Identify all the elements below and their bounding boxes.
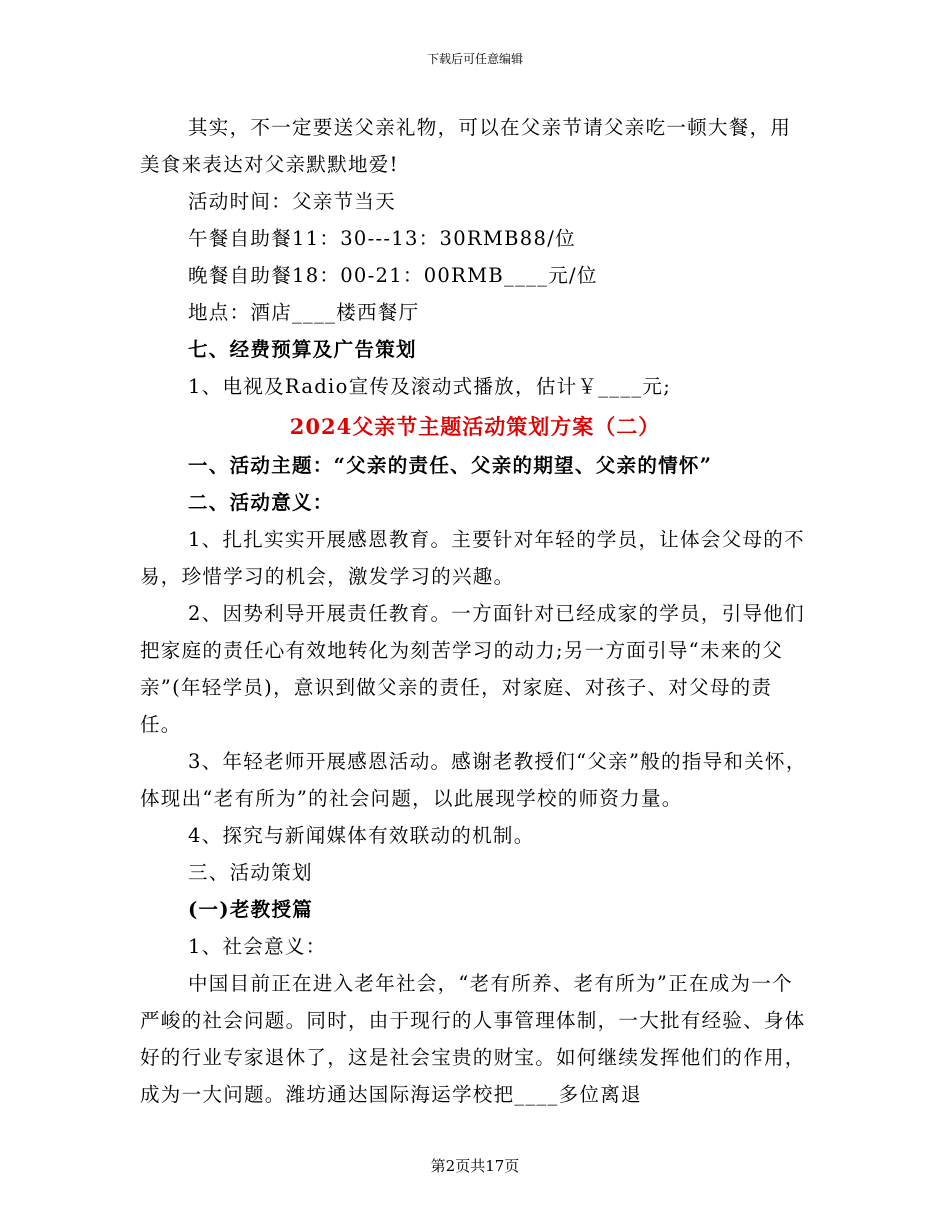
paragraph-dinner: 晚餐自助餐18：00-21：00RMB____元/位 <box>188 264 598 287</box>
paragraph-significance-3: 3、年轻老师开展感恩活动。感谢老教授们“父亲”般的指导和关怀，体现出“老有所为”的社会问题，以此展现学校的师资力量。 <box>140 750 807 810</box>
heading-old-professors: (一)老教授篇 <box>188 898 314 921</box>
section-title: 2024父亲节主题活动策划方案（二） <box>289 414 661 439</box>
paragraph-significance-1: 1、扎扎实实开展感恩教育。主要针对年轻的学员，让体会父母的不易，珍惜学习的机会，激发学习的兴趣。 <box>140 528 805 588</box>
paragraph-intro: 其实，不一定要送父亲礼物，可以在父亲节请父亲吃一顿大餐，用美食来表达对父亲默默地爱! <box>140 116 792 176</box>
paragraph-social-meaning-label: 1、社会意义： <box>188 935 327 958</box>
paragraph-significance-2: 2、因势利导开展责任教育。一方面针对已经成家的学员，引导他们把家庭的责任心有效地转化为刻苦学习的动力;另一方面引导“未来的父亲”(年轻学员)，意识到做父亲的责任，对家庭、对孩子、对父母的责任。 <box>140 602 805 736</box>
paragraph-significance-4: 4、探究与新闻媒体有效联动的机制。 <box>188 824 535 847</box>
paragraph-location: 地点：酒店____楼西餐厅 <box>188 301 420 324</box>
heading-significance: 二、活动意义： <box>188 491 334 514</box>
paragraph-lunch: 午餐自助餐11：30---13：30RMB88/位 <box>188 227 576 250</box>
paragraph-tv-radio: 1、电视及Radio宣传及滚动式播放，估计￥____元; <box>188 375 672 398</box>
paragraph-activity-time: 活动时间：父亲节当天 <box>188 190 397 213</box>
document-body <box>140 109 810 1113</box>
paragraph-social-meaning: 中国目前正在进入老年社会，“老有所养、老有所为”正在成为一个严峻的社会问题。同时，由于现行的人事管理体制，一大批有经验、身体好的行业专家退休了，这是社会宝贵的财宝。如何继续发挥他们的作用，成为一大问题。潍坊通达国际海运学校把____多位离退 <box>140 972 806 1106</box>
heading-theme: 一、活动主题：“父亲的责任、父亲的期望、父亲的情怀” <box>188 454 713 477</box>
heading-planning: 三、活动策划 <box>188 861 313 884</box>
header-note: 下载后可任意编辑 <box>426 52 523 66</box>
page-number: 第2页共17页 <box>430 1157 520 1175</box>
heading-budget: 七、经费预算及广告策划 <box>188 338 417 361</box>
